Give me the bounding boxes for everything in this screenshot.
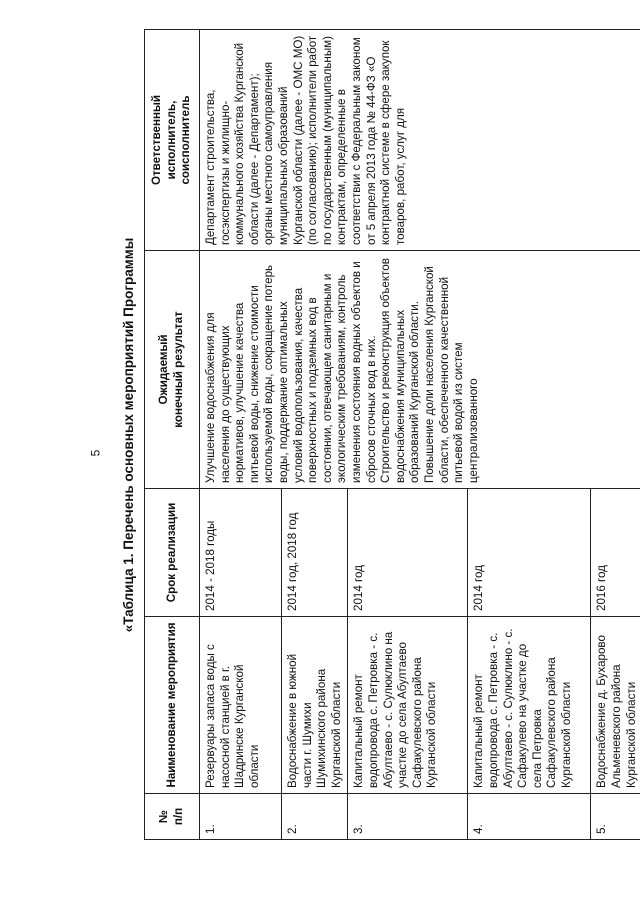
responsible-executor: Департамент строительства, госэкспертизы и жилищно-коммунального хозяйства Курганской области (далее - Департамент); органы местного самоуправления муниципальных образований Курганской области (далее - ОМС МО) (по согласованию); исполнители работ по государственным (муниципальным) контрактам, определенные в соответствии с Федеральным законом от 5 апреля 2013 года № 44-ФЗ «О контрактной системе в сфере закупок товаров, работ, услуг для (200, 30, 640, 251)
table-title: «Таблица 1. Перечень основных мероприятий Программы (121, 237, 136, 633)
term: 2014 год (348, 489, 468, 617)
term: 2014 - 2018 годы (200, 489, 282, 617)
row-number: 4. (468, 794, 591, 840)
page-number: 5 (88, 449, 103, 457)
measure-name: Резервуары запаса воды с насосной станцией в г. Шадринске Курганской области (200, 617, 282, 794)
header-expected-result: Ожидаемый конечный результат (145, 251, 200, 489)
measure-name: Водоснабжение д. Бухарово Альменевского района Курганской области (591, 617, 640, 794)
table-row (200, 30, 282, 840)
header-number: № п/п (145, 794, 200, 840)
term: 2014 год, 2018 год (282, 489, 348, 617)
table-header-row (145, 30, 200, 840)
header-executor: Ответственный исполнитель, соисполнитель (145, 30, 200, 251)
header-measure-name: Наименование мероприятия (145, 617, 200, 794)
row-number: 5. (591, 794, 640, 840)
rotated-table-container (120, 30, 638, 840)
expected-result: Улучшение водоснабжения для населения до существующих нормативов, улучшение качества питьевой воды, снижение стоимости используемой воды, сокращение потерь воды, поддержание оптимальных условий водопользования, качества поверхностных и подземных вод в состоянии, отвечающем санитарным и экологическим требованиям, контроль изменения состояния водных объектов и сбросов сточных вод в них. Строительство и реконструкция объектов водоснабжения муниципальных образований Курганской области. Повышение доли населения Курганской области, обеспеченного качественной питьевой водой из систем централизованного (200, 251, 640, 489)
row-number: 3. (348, 794, 468, 840)
measure-name: Водоснабжение в южной части г. Шумихи Шумихинского района Курганской области (282, 617, 348, 794)
term: 2014 год (468, 489, 591, 617)
header-term: Срок реализации (145, 489, 200, 617)
row-number: 2. (282, 794, 348, 840)
term: 2016 год (591, 489, 640, 617)
row-number: 1. (200, 794, 282, 840)
measure-name: Капитальный ремонт водопровода с. Петровка - с. Абултаево - с. Сулюклино - с. Сафакулево на участке до села Петровка Сафакулевского района Курганской области (468, 617, 591, 794)
measure-name: Капитальный ремонт водопровода с. Петровка - с. Абултаево - с. Сулюклино на участке до села Абултаево Сафакулевского района Курганской области (348, 617, 468, 794)
program-measures-table (144, 29, 640, 840)
